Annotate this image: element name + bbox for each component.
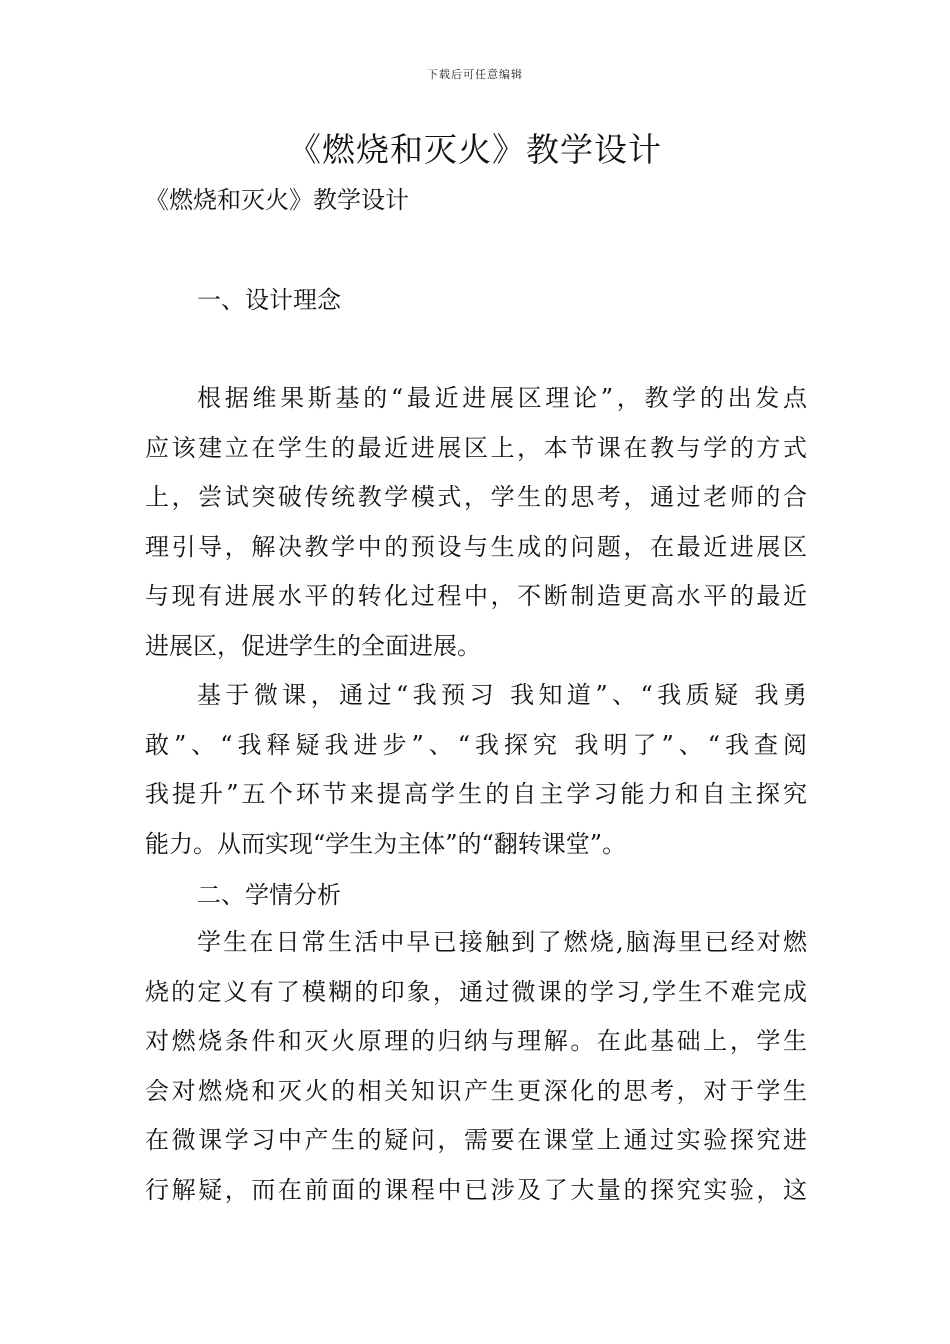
- header-note: 下载后可任意编辑: [427, 68, 523, 81]
- text-line: 会对燃烧和灭火的相关知识产生更深化的思考，对于学生: [145, 1076, 807, 1105]
- document-subtitle: 《燃烧和灭火》教学设计: [145, 186, 409, 214]
- section-heading-learning-analysis: 二、学情分析: [197, 881, 341, 909]
- text-line: 基于微课，通过“我预习 我知道”、“我质疑 我勇: [197, 681, 807, 709]
- text-line: 上，尝试突破传统教学模式，学生的思考，通过老师的合: [145, 483, 807, 511]
- text-line: 根据维果斯基的“最近进展区理论”，教学的出发点: [197, 384, 807, 412]
- document-title: 《燃烧和灭火》教学设计: [288, 130, 662, 169]
- text-line: 进展区，促进学生的全面进展。: [145, 631, 481, 660]
- section-heading-design-concept: 一、设计理念: [197, 286, 341, 314]
- text-line: 理引导，解决教学中的预设与生成的问题，在最近进展区: [145, 532, 807, 561]
- paragraph-design-concept-1: [145, 374, 807, 671]
- text-line: 我提升”五个环节来提高学生的自主学习能力和自主探究: [145, 780, 807, 808]
- text-line: 行解疑，而在前面的课程中已涉及了大量的探究实验，这: [145, 1175, 807, 1204]
- text-line: 敢”、“我释疑我进步”、“我探究 我明了”、“我查阅: [145, 730, 807, 759]
- text-line: 与现有进展水平的转化过程中，不断制造更高水平的最近: [145, 582, 807, 610]
- text-line: 在微课学习中产生的疑问，需要在课堂上通过实验探究进: [145, 1126, 807, 1154]
- text-line: 应该建立在学生的最近进展区上，本节课在教与学的方式: [145, 433, 807, 462]
- paragraph-design-concept-2: [145, 671, 807, 869]
- text-line: 学生在日常生活中早已接触到了燃烧,脑海里已经对燃: [197, 928, 807, 956]
- paragraph-learning-analysis-1: [145, 918, 807, 1215]
- text-line: 烧的定义有了模糊的印象，通过微课的学习,学生不难完成: [145, 977, 807, 1006]
- text-line: 能力。从而实现“学生为主体”的“翻转课堂”。: [145, 829, 627, 858]
- text-line: 对燃烧条件和灭火原理的归纳与理解。在此基础上，学生: [145, 1027, 807, 1055]
